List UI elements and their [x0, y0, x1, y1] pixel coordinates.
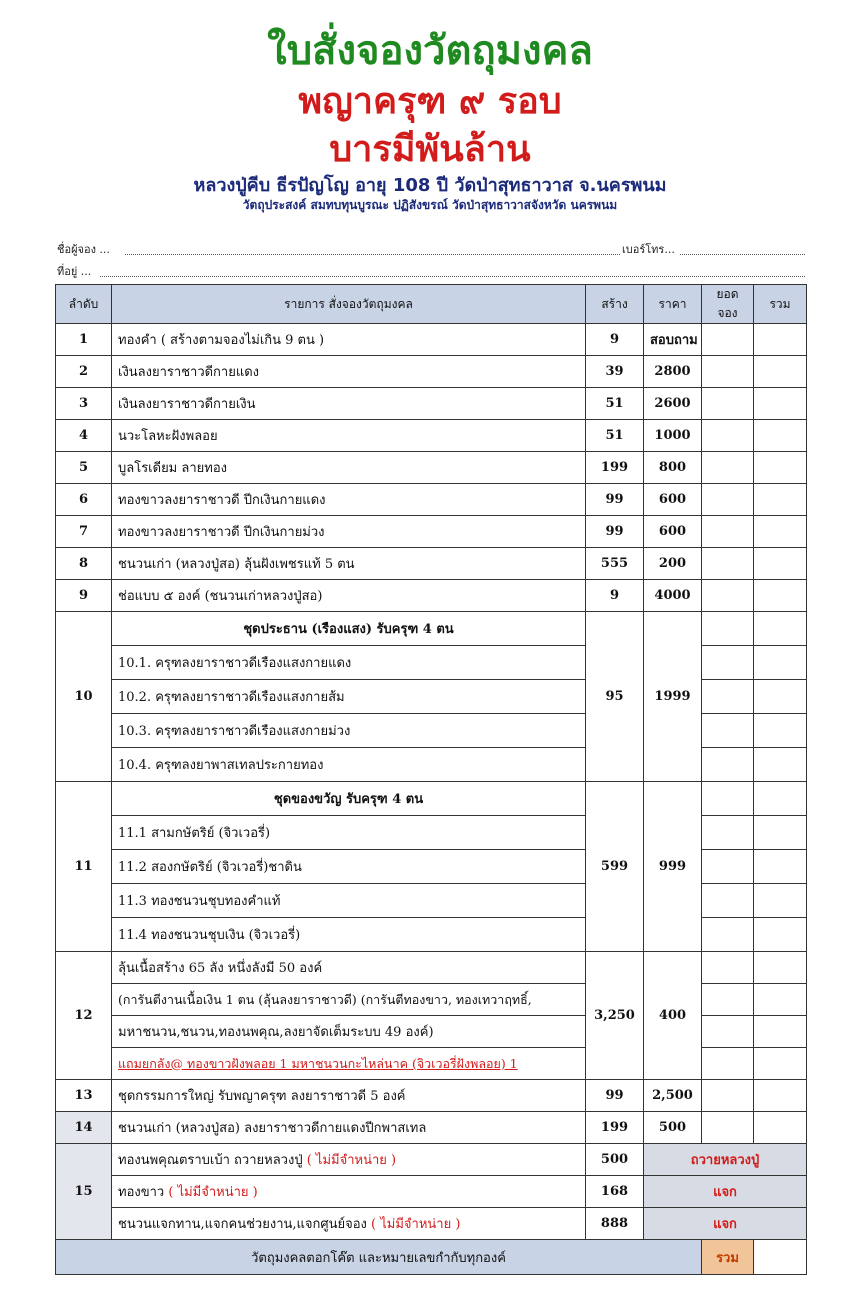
row-qty: 888 [586, 1208, 644, 1240]
col-header-ordered: ยอดจอง [702, 285, 754, 324]
row-item [112, 1176, 586, 1208]
row-total-cell[interactable] [754, 782, 807, 816]
table-row [56, 580, 807, 612]
row-ordered-cell[interactable] [702, 452, 754, 484]
row-no: 5 [56, 452, 112, 484]
row-qty: 99 [586, 484, 644, 516]
grand-total-cell[interactable] [754, 1240, 807, 1275]
row-ordered-cell[interactable] [702, 548, 754, 580]
row-qty: 51 [586, 388, 644, 420]
row-total-cell[interactable] [754, 484, 807, 516]
row-qty: 9 [586, 324, 644, 356]
row-ordered-cell[interactable] [702, 984, 754, 1016]
row-ordered-cell[interactable] [702, 782, 754, 816]
row-ordered-cell[interactable] [702, 388, 754, 420]
table-footer-row [56, 1240, 807, 1275]
row-price: 400 [644, 952, 702, 1080]
table-row [56, 782, 807, 816]
not-for-sale-note: ( ไม่มีจำหน่าย ) [168, 1185, 258, 1200]
row-no: 10 [56, 612, 112, 782]
row-item: ช่อแบบ ๕ องค์ (ชนวนเก่าหลวงปู่สอ) [112, 580, 586, 612]
row-price: 500 [644, 1112, 702, 1144]
gift-status: ถวายหลวงปู่ [644, 1144, 807, 1176]
total-label: รวม [702, 1240, 754, 1275]
row-item [112, 1144, 586, 1176]
row-no: 1 [56, 324, 112, 356]
table-row [56, 324, 807, 356]
col-header-qty: สร้าง [586, 285, 644, 324]
row-no: 13 [56, 1080, 112, 1112]
row-total-cell[interactable] [754, 548, 807, 580]
row-qty: 168 [586, 1176, 644, 1208]
row-total-cell[interactable] [754, 1112, 807, 1144]
row-ordered-cell[interactable] [702, 884, 754, 918]
row-total-cell[interactable] [754, 1016, 807, 1048]
row-ordered-cell[interactable] [702, 748, 754, 782]
table-header-row [56, 285, 807, 324]
row-total-cell[interactable] [754, 984, 807, 1016]
row-no: 6 [56, 484, 112, 516]
row-qty: 51 [586, 420, 644, 452]
page-title: ใบสั่งจองวัตถุมงคล [267, 28, 593, 74]
row-no: 2 [56, 356, 112, 388]
monk-info: หลวงปู่คีบ ธีรปัญโญ อายุ 108 ปี วัดป่าสุทธาวาส จ.นครพนม [193, 175, 667, 196]
row-ordered-cell[interactable] [702, 646, 754, 680]
name-field[interactable] [125, 254, 620, 255]
table-row [56, 388, 807, 420]
table-row [56, 1208, 807, 1240]
table-row [56, 484, 807, 516]
row-price: 600 [644, 484, 702, 516]
row-total-cell[interactable] [754, 420, 807, 452]
row-price: 2600 [644, 388, 702, 420]
purpose-text: วัตถุประสงค์ สมทบทุนบูรณะ ปฏิสังขรณ์ วัดป่าสุทธาวาสจังหวัด นครพนม [242, 198, 618, 212]
row-price: 2,500 [644, 1080, 702, 1112]
row-price: สอบถาม [644, 324, 702, 356]
table-row [56, 1144, 807, 1176]
row-ordered-cell[interactable] [702, 580, 754, 612]
row-price: 800 [644, 452, 702, 484]
footer-note: วัตถุมงคลตอกโค๊ต และหมายเลขกำกับทุกองค์ [56, 1240, 702, 1275]
row-qty: 99 [586, 1080, 644, 1112]
row-ordered-cell[interactable] [702, 1048, 754, 1080]
order-table [55, 284, 807, 1275]
set-item: 10.2. ครุฑลงยาราชาวดีเรืองแสงกายส้ม [112, 680, 586, 714]
row-no: 3 [56, 388, 112, 420]
table-row [56, 1080, 807, 1112]
set-heading: ชุดประธาน (เรืองแสง) รับครุฑ 4 ตน [112, 612, 586, 646]
set-item: 11.2 สองกษัตริย์ (จิวเวอรี่)ชาดิน [112, 850, 586, 884]
row-ordered-cell[interactable] [702, 516, 754, 548]
row-total-cell[interactable] [754, 516, 807, 548]
row-total-cell[interactable] [754, 356, 807, 388]
row-total-cell[interactable] [754, 388, 807, 420]
gift-item-name: ชนวนแจกทาน,แจกคนช่วยงาน,แจกศูนย์จอง [118, 1217, 367, 1232]
row-item: ทองขาวลงยาราชาวดี ปีกเงินกายแดง [112, 484, 586, 516]
row-no: 7 [56, 516, 112, 548]
row-item: บูลโรเดียม ลายทอง [112, 452, 586, 484]
row-ordered-cell[interactable] [702, 420, 754, 452]
row-no: 14 [56, 1112, 112, 1144]
row-qty: 500 [586, 1144, 644, 1176]
table-row [56, 452, 807, 484]
row-item: ทองขาวลงยาราชาวดี ปีกเงินกายม่วง [112, 516, 586, 548]
table-row [56, 1176, 807, 1208]
row-no: 15 [56, 1144, 112, 1240]
row-total-cell[interactable] [754, 1048, 807, 1080]
row-ordered-cell[interactable] [702, 612, 754, 646]
not-for-sale-note: ( ไม่มีจำหน่าย ) [371, 1217, 461, 1232]
set-item: 10.3. ครุฑลงยาราชาวดีเรืองแสงกายม่วง [112, 714, 586, 748]
row-item: เงินลงยาราชาวดีกายเงิน [112, 388, 586, 420]
row-qty: 599 [586, 782, 644, 952]
row-total-cell[interactable] [754, 918, 807, 952]
row-qty: 99 [586, 516, 644, 548]
table-row [56, 612, 807, 646]
name-label: ชื่อผู้จอง ... [57, 243, 110, 256]
row-ordered-cell[interactable] [702, 1112, 754, 1144]
set-item: 10.4. ครุฑลงยาพาสเทลประกายทอง [112, 748, 586, 782]
row-qty: 9 [586, 580, 644, 612]
row-total-cell[interactable] [754, 1080, 807, 1112]
row-item: ชุดกรรมการใหญ่ รับพญาครุฑ ลงยาราชาวดี 5 องค์ [112, 1080, 586, 1112]
row-ordered-cell[interactable] [702, 484, 754, 516]
lucky-box-line: ลุ้นเนื้อสร้าง 65 ลัง หนึ่งลังมี 50 องค์ [112, 952, 586, 984]
col-header-item: รายการ สั่งจองวัตถุมงคล [112, 285, 586, 324]
row-price: 200 [644, 548, 702, 580]
row-total-cell[interactable] [754, 680, 807, 714]
row-price: 1000 [644, 420, 702, 452]
row-price: 600 [644, 516, 702, 548]
row-price: 4000 [644, 580, 702, 612]
row-total-cell[interactable] [754, 816, 807, 850]
table-row [56, 420, 807, 452]
row-total-cell[interactable] [754, 580, 807, 612]
row-ordered-cell[interactable] [702, 356, 754, 388]
row-total-cell[interactable] [754, 714, 807, 748]
gift-item-name: ทองนพคุณตราบเบ้า ถวายหลวงปู่ [118, 1153, 303, 1168]
row-total-cell[interactable] [754, 452, 807, 484]
table-row [56, 356, 807, 388]
row-total-cell[interactable] [754, 748, 807, 782]
row-price: 1999 [644, 612, 702, 782]
row-no: 9 [56, 580, 112, 612]
row-total-cell[interactable] [754, 884, 807, 918]
row-ordered-cell[interactable] [702, 952, 754, 984]
row-qty: 199 [586, 452, 644, 484]
gift-item-name: ทองขาว [118, 1185, 165, 1200]
row-ordered-cell[interactable] [702, 1080, 754, 1112]
lucky-box-line: (การันตีงานเนื้อเงิน 1 ตน (ลุ้นลงยาราชาวดี) (การันตีทองขาว, ทองเทวาฤทธิ์, [112, 984, 586, 1016]
row-no: 12 [56, 952, 112, 1080]
row-qty: 95 [586, 612, 644, 782]
col-header-no: ลำดับ [56, 285, 112, 324]
row-no: 4 [56, 420, 112, 452]
set-item: 11.1 สามกษัตริย์ (จิวเวอรี่) [112, 816, 586, 850]
row-ordered-cell[interactable] [702, 324, 754, 356]
gift-status: แจก [644, 1176, 807, 1208]
row-item: ชนวนเก่า (หลวงปู่สอ) ลงยาราชาวดีกายแดงปีกพาสเทล [112, 1112, 586, 1144]
row-total-cell[interactable] [754, 646, 807, 680]
row-price: 999 [644, 782, 702, 952]
row-ordered-cell[interactable] [702, 850, 754, 884]
not-for-sale-note: ( ไม่มีจำหน่าย ) [306, 1153, 397, 1168]
set-item: 11.4 ทองชนวนชุบเงิน (จิวเวอรี่) [112, 918, 586, 952]
table-row [56, 516, 807, 548]
row-ordered-cell[interactable] [702, 918, 754, 952]
row-item: เงินลงยาราชาวดีกายแดง [112, 356, 586, 388]
col-header-price: ราคา [644, 285, 702, 324]
row-ordered-cell[interactable] [702, 816, 754, 850]
row-total-cell[interactable] [754, 324, 807, 356]
row-qty: 3,250 [586, 952, 644, 1080]
row-item: ชนวนเก่า (หลวงปู่สอ) ลุ้นฝังเพชรแท้ 5 ตน [112, 548, 586, 580]
page-subtitle-2: บารมีพันล้าน [329, 129, 531, 170]
table-row [56, 548, 807, 580]
row-total-cell[interactable] [754, 850, 807, 884]
table-row [56, 952, 807, 984]
table-row [56, 1112, 807, 1144]
set-item: 11.3 ทองชนวนชุบทองคำแท้ [112, 884, 586, 918]
row-no: 8 [56, 548, 112, 580]
row-ordered-cell[interactable] [702, 1016, 754, 1048]
row-total-cell[interactable] [754, 612, 807, 646]
row-item [112, 1208, 586, 1240]
set-heading: ชุดของขวัญ รับครุฑ 4 ตน [112, 782, 586, 816]
row-item: นวะโลหะฝังพลอย [112, 420, 586, 452]
row-qty: 39 [586, 356, 644, 388]
col-header-total: รวม [754, 285, 807, 324]
lucky-box-line: มหาชนวน,ชนวน,ทองนพคุณ,ลงยาจัดเต็มระบบ 49 องค์) [112, 1016, 586, 1048]
row-qty: 199 [586, 1112, 644, 1144]
row-ordered-cell[interactable] [702, 714, 754, 748]
row-total-cell[interactable] [754, 952, 807, 984]
row-ordered-cell[interactable] [702, 680, 754, 714]
address-label: ที่อยู่ ... [57, 265, 92, 278]
row-item: ทองคำ ( สร้างตามจองไม่เกิน 9 ตน ) [112, 324, 586, 356]
set-item: 10.1. ครุฑลงยาราชาวดีเรืองแสงกายแดง [112, 646, 586, 680]
row-price: 2800 [644, 356, 702, 388]
lucky-box-bonus: แถมยกลัง@ ทองขาวฝังพลอย 1 มหาชนวนกะไหล่นาค (จิวเวอรี่ฝังพลอย) 1 [112, 1048, 586, 1080]
phone-label: เบอร์โทร... [622, 243, 675, 256]
row-no: 11 [56, 782, 112, 952]
phone-field[interactable] [680, 254, 805, 255]
gift-status: แจก [644, 1208, 807, 1240]
address-field[interactable] [100, 276, 805, 277]
row-qty: 555 [586, 548, 644, 580]
page-subtitle: พญาครุฑ ๙ รอบ [298, 81, 562, 122]
